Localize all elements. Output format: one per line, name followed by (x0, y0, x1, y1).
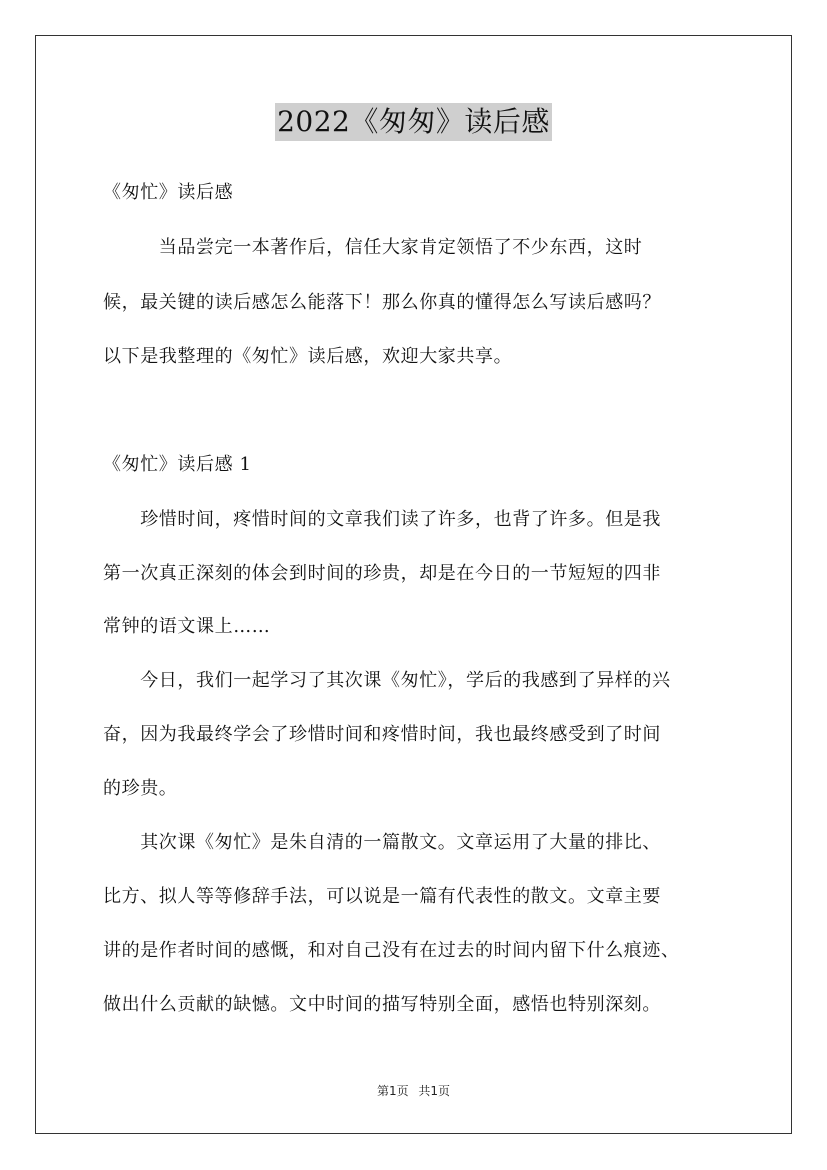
section-heading: 《匆忙》读后感 1 (103, 454, 252, 475)
intro-line: 以下是我整理的《匆忙》读后感，欢迎大家共享。 (103, 346, 513, 367)
paragraph-line: 珍惜时间，疼惜时间的文章我们读了许多，也背了许多。但是我 (103, 509, 661, 530)
subtitle: 《匆忙》读后感 (103, 182, 234, 203)
document-title: 2022《匆匆》读后感 (275, 103, 552, 141)
paragraph-line: 做出什么贡献的缺憾。文中时间的描写特别全面，感悟也特别深刻。 (103, 994, 661, 1015)
intro-line: 当品尝完一本著作后，信任大家肯定领悟了不少东西，这时 (103, 237, 643, 258)
paragraph-line: 今日，我们一起学习了其次课《匆忙》，学后的我感到了异样的兴 (103, 670, 671, 691)
title-container (0, 103, 827, 141)
paragraph-line: 其次课《匆忙》是朱自清的一篇散文。文章运用了大量的排比、 (103, 832, 661, 853)
paragraph-line: 奋，因为我最终学会了珍惜时间和疼惜时间，我也最终感受到了时间 (103, 724, 661, 745)
paragraph-line: 第一次真正深刻的体会到时间的珍贵，却是在今日的一节短短的四非 (103, 563, 661, 584)
paragraph-line: 讲的是作者时间的感慨，和对自己没有在过去的时间内留下什么痕迹、 (103, 940, 680, 961)
page-number: 第1页 (376, 1084, 409, 1098)
page-total: 共1页 (418, 1084, 451, 1098)
paragraph-line: 常钟的语文课上…… (103, 616, 271, 637)
paragraph-line: 的珍贵。 (103, 778, 178, 799)
page-footer (0, 1083, 827, 1099)
paragraph-line: 比方、拟人等等修辞手法，可以说是一篇有代表性的散文。文章主要 (103, 886, 661, 907)
intro-line: 候，最关键的读后感怎么能落下！那么你真的懂得怎么写读后感吗？ (103, 292, 661, 313)
